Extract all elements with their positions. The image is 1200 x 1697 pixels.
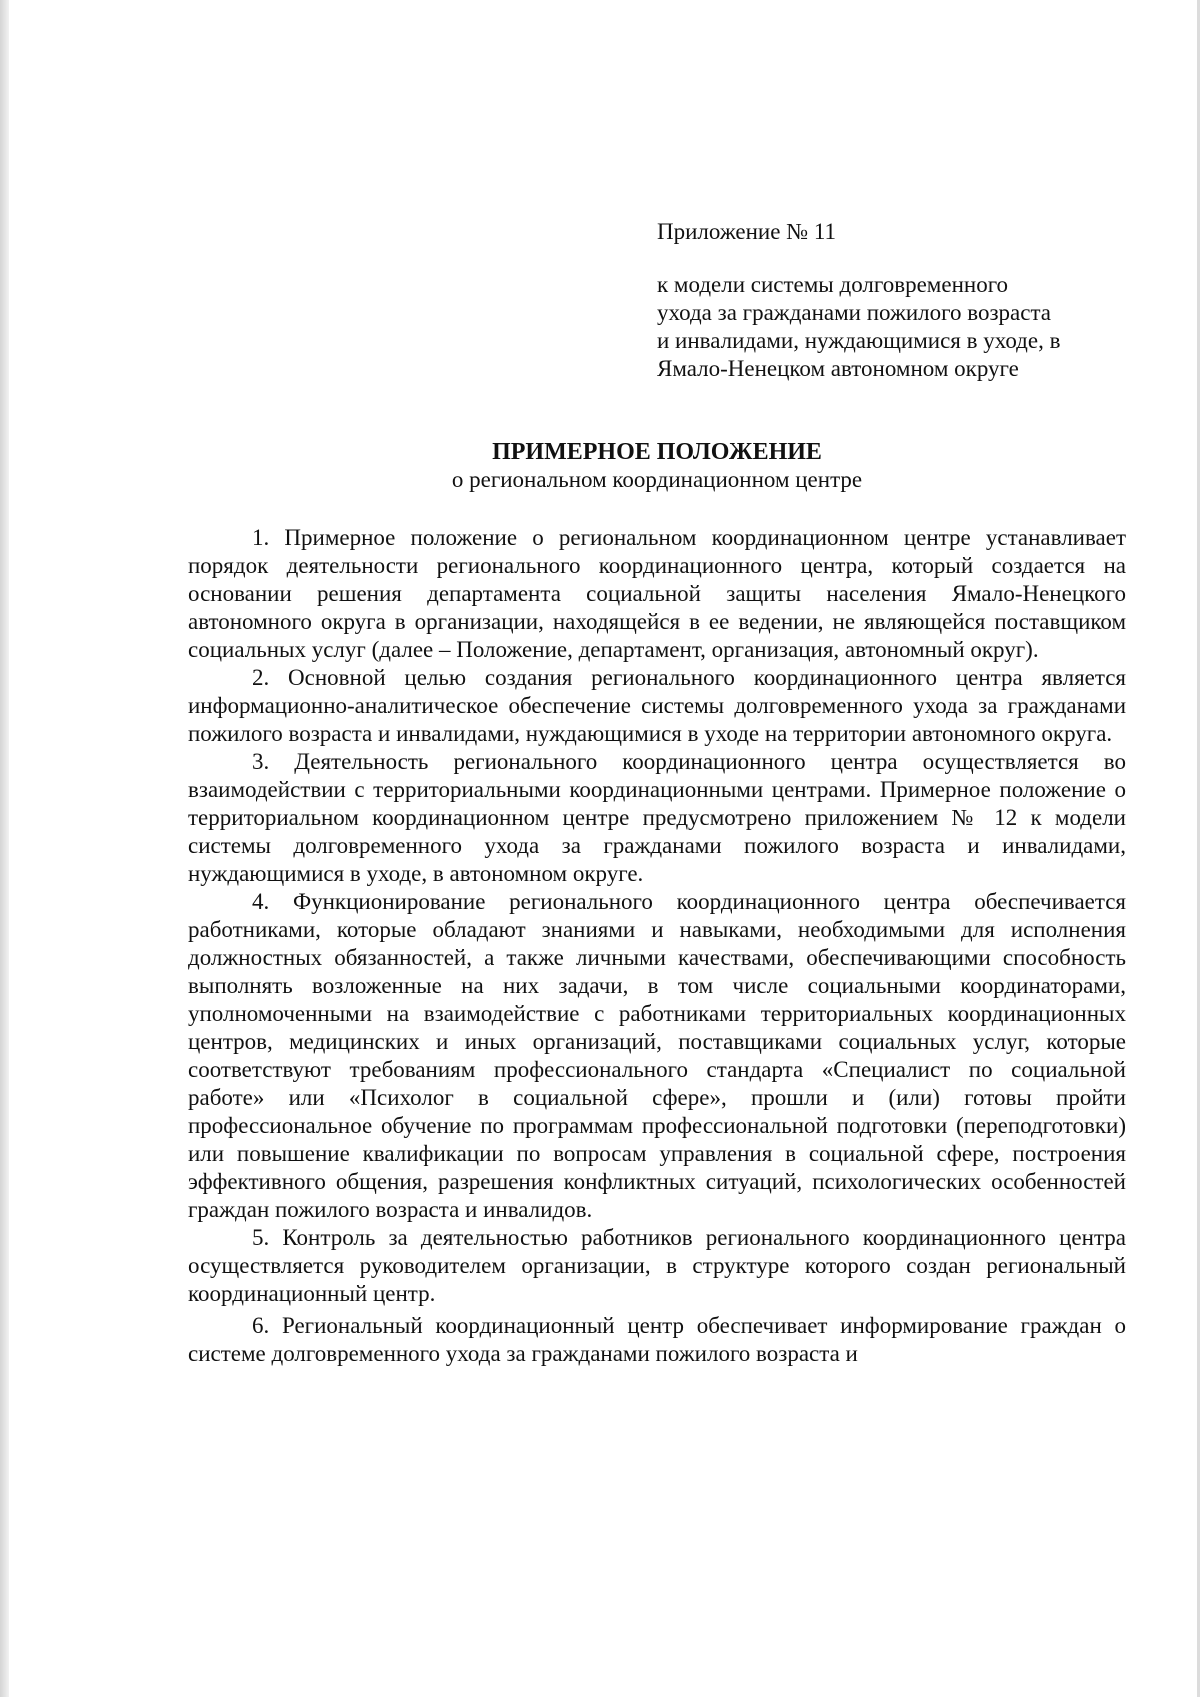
appendix-note-line: и инвалидами, нуждающимися в уходе, в	[657, 328, 1061, 353]
appendix-label: Приложение № 11	[657, 219, 837, 244]
paragraph-2: 2. Основной целью создания регионального координационного центра является информационно-аналитическое обеспечение системы долговременного ухода за гражданами пожилого возраста и инвалидами, нуждающимися в уходе на территории автономного округа.	[188, 665, 1126, 746]
page-left-edge	[0, 0, 9, 1697]
paragraph-1: 1. Примерное положение о региональном координационном центре устанавливает порядок деятельности регионального координационного центра, который создается на основании решения департамента социальной защиты населения Ямало-Ненецкого автономного округа в организации, находящейся в ее ведении, не являющейся поставщиком социальных услуг (далее – Положение, департамент, организация, автономный округ).	[188, 525, 1126, 662]
appendix-note-line: Ямало-Ненецком автономном округе	[657, 356, 1019, 381]
document-heading	[188, 438, 1126, 494]
document-subtitle: о региональном координационном центре	[451, 467, 863, 492]
paragraph-5: 5. Контроль за деятельностью работников регионального координационного центра осуществляется руководителем организации, в структуре которого создан региональный координационный центр.	[188, 1225, 1126, 1306]
paragraph-6: 6. Региональный координационный центр обеспечивает информирование граждан о системе долговременного ухода за гражданами пожилого возраста и	[188, 1313, 1126, 1366]
appendix-block	[657, 218, 1137, 383]
document-title: ПРИМЕРНОЕ ПОЛОЖЕНИЕ	[492, 439, 822, 465]
appendix-note-line: ухода за гражданами пожилого возраста	[657, 300, 1052, 325]
paragraph-3: 3. Деятельность регионального координационного центра осуществляется во взаимодействии с территориальными координационными центрами. Примерное положение о территориальном координационном центре предусмотрено приложением № 12 к модели системы долговременного ухода за гражданами пожилого возраста и инвалидами, нуждающимися в уходе, в автономном округе.	[188, 749, 1126, 886]
appendix-note	[657, 271, 1137, 383]
paragraph-4: 4. Функционирование регионального координационного центра обеспечивается работниками, которые обладают знаниями и навыками, необходимыми для исполнения должностных обязанностей, а также личными качествами, обеспечивающими способность выполнять возложенные на них задачи, в том числе социальными координаторами, уполномоченными на взаимодействие с работниками территориальных координационных центров, медицинских и иных организаций, поставщиками социальных услуг, которые соответствуют требованиям профессионального стандарта «Специалист по социальной работе» или «Психолог в социальной сфере», прошли и (или) готовы пройти профессиональное обучение по программам профессиональной подготовки (переподготовки) или повышение квалификации по вопросам управления в социальной сфере, построения эффективного общения, разрешения конфликтных ситуаций, психологических особенностей граждан пожилого возраста и инвалидов.	[188, 889, 1126, 1222]
document-body	[188, 524, 1126, 1368]
appendix-note-line: к модели системы долговременного	[657, 272, 1009, 297]
